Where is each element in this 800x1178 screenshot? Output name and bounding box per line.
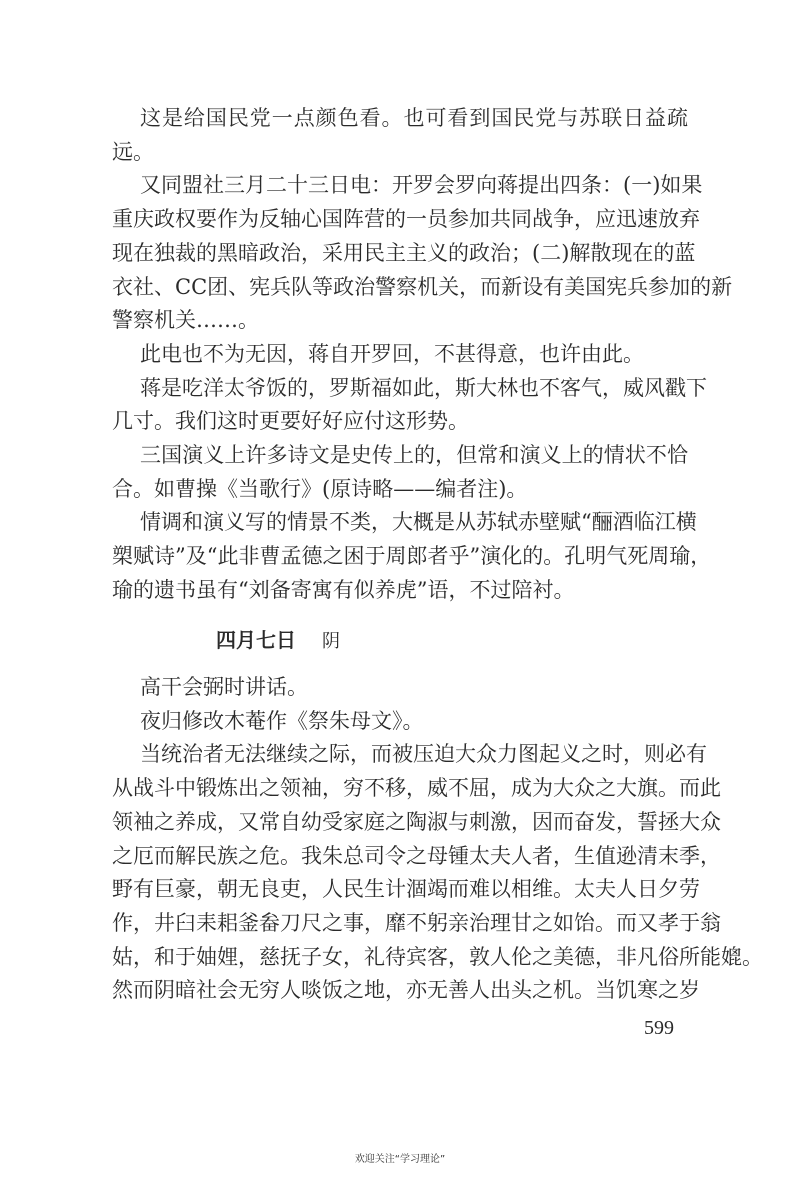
- text-line: 此电也不为无因，蒋自开罗回，不甚得意，也许由此。: [140, 341, 644, 366]
- entry-date: 四月七日: [216, 628, 296, 652]
- text-line: 又同盟社三月二十三日电：开罗会罗向蒋提出四条：(一)如果: [140, 173, 703, 198]
- text-line: 槊赋诗”及“此非曹孟德之困于周郎者乎”演化的。孔明气死周瑜，: [112, 544, 712, 569]
- text-line: 三国演义上许多诗文是史传上的，但常和演义上的情状不恰: [140, 443, 688, 467]
- text-line: 合。如曹操《当歌行》(原诗略——编者注)。: [112, 476, 528, 501]
- text-line: 姑，和于妯娌，慈抚子女，礼待宾客，敦人伦之美德，非凡俗所能媲。: [112, 944, 763, 969]
- text-line: 从战斗中锻炼出之领袖，穷不移，威不屈，成为大众之大旗。而此: [112, 776, 721, 801]
- text-line: 领袖之养成，又常自幼受家庭之陶淑与刺激，因而奋发，誓拯大众: [112, 809, 721, 834]
- text-line: 重庆政权要作为反轴心国阵营的一员参加共同战争，应迅速放弃: [112, 207, 700, 232]
- text-line: 这是给国民党一点颜色看。也可看到国民党与苏联日益疏: [140, 106, 688, 130]
- footer-watermark: 欢迎关注“学习理论”: [354, 1154, 446, 1165]
- text-line: 蒋是吃洋太爷饭的，罗斯福如此，斯大林也不客气，威风戳下: [140, 375, 707, 400]
- text-line: 现在独裁的黑暗政治，采用民主主义的政治；(二)解散现在的蓝: [112, 240, 696, 265]
- text-line: 远。: [112, 139, 154, 164]
- text-line: 警察机关……。: [112, 308, 259, 333]
- text-line: 衣社、CC团、宪兵队等政治警察机关，而新设有美国宪兵参加的新: [112, 274, 733, 299]
- text-line: 然而阴暗社会无穷人啖饭之地，亦无善人出头之机。当饥寒之岁: [112, 978, 700, 1003]
- text-line: 当统治者无法继续之际，而被压迫大众力图起义之时，则必有: [140, 742, 707, 767]
- text-line: 瑜的遗书虽有“刘备寄寓有似养虎”语，不过陪衬。: [112, 577, 575, 602]
- text-line: 之厄而解民族之危。我朱总司令之母锺太夫人者，生值逊清末季，: [112, 843, 721, 868]
- text-line: 夜归修改木菴作《祭朱母文》。: [140, 708, 424, 733]
- diary-entry-heading: [216, 627, 340, 655]
- text-line: 作，井臼耒耜釜畚刀尺之事，靡不躬亲治理甘之如饴。而又孝于翁: [112, 910, 721, 935]
- page-number: 599: [644, 1017, 674, 1039]
- text-line: 野有巨豪，朝无良吏，人民生计涸竭而难以相维。太夫人日夕劳: [112, 877, 700, 902]
- text-line: 情调和演义写的情景不类，大概是从苏轼赤壁赋“酾酒临江横: [140, 510, 697, 535]
- entry-weather: 阴: [322, 631, 340, 652]
- text-line: 高干会弼时讲话。: [140, 675, 308, 699]
- text-line: 几寸。我们这时更要好好应付这形势。: [112, 409, 469, 434]
